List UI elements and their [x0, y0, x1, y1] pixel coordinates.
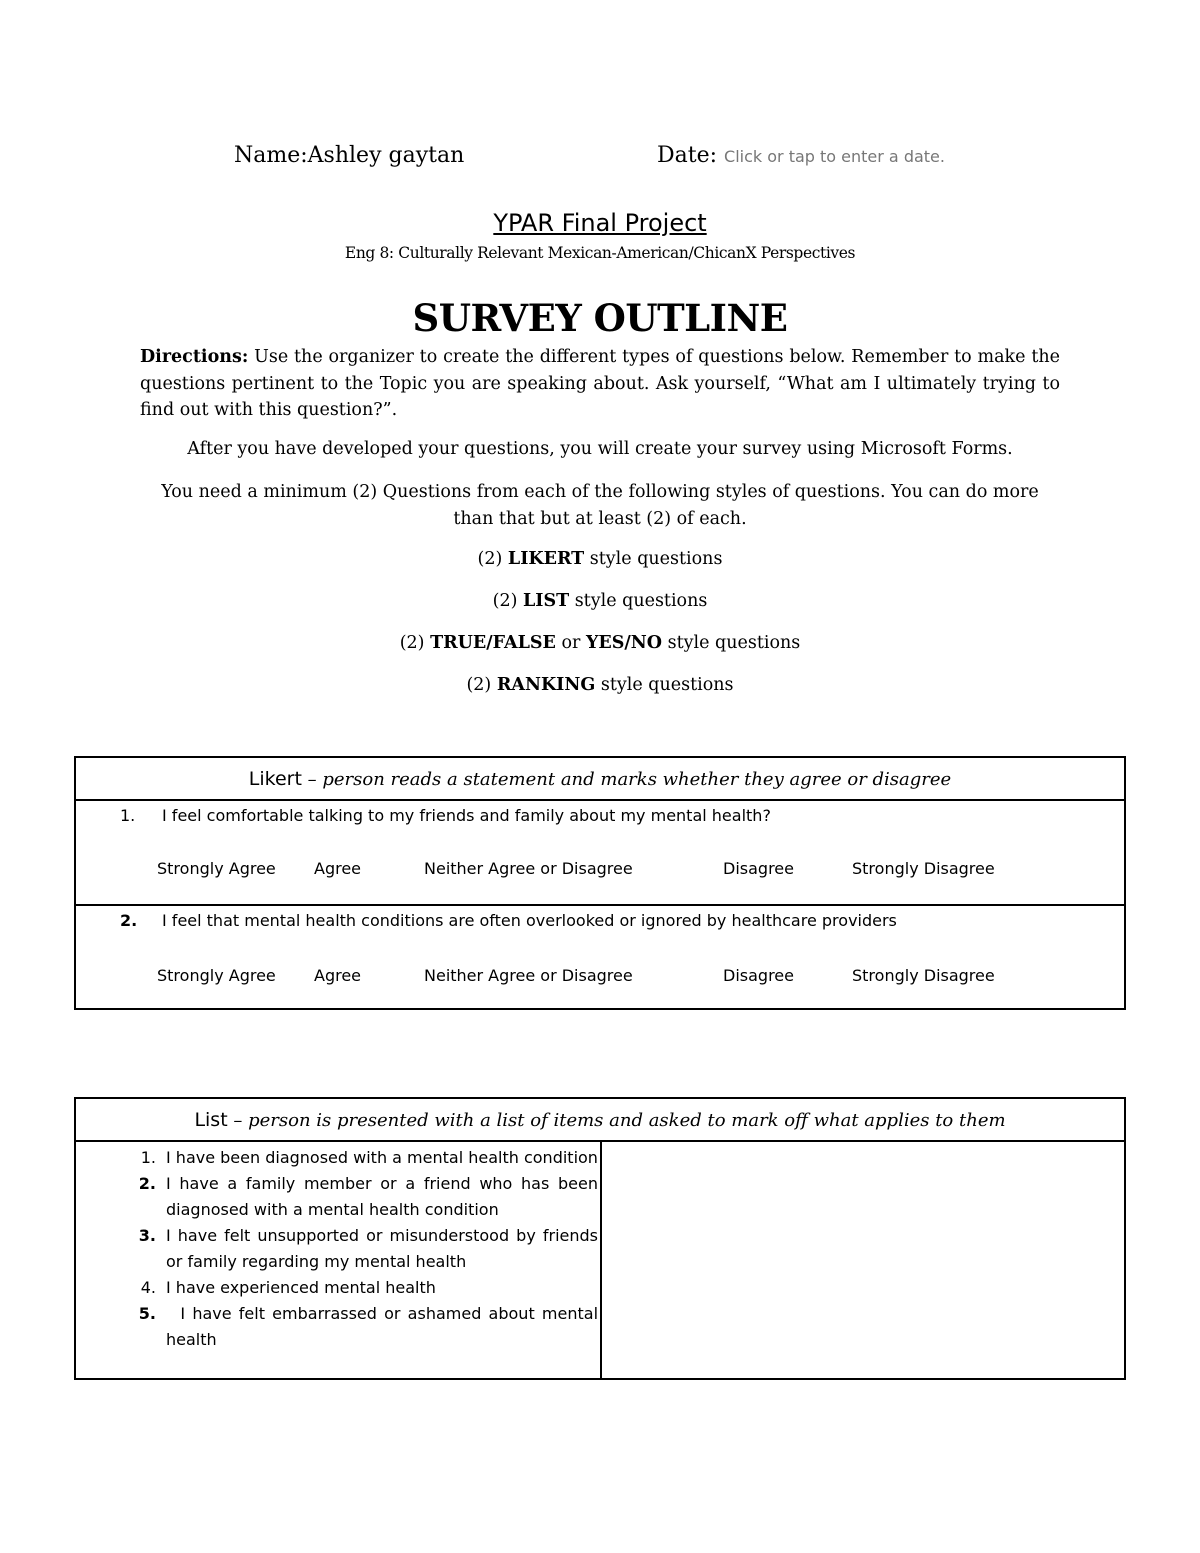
- style-likert: (2) LIKERT style questions: [477, 549, 723, 569]
- list-items: [76, 1142, 604, 1353]
- likert-q1-text: I feel comfortable talking to my friends and family about my mental health?: [162, 806, 771, 825]
- style-ranking: (2) RANKING style questions: [466, 675, 734, 695]
- likert-q1-number: 1.: [120, 806, 136, 825]
- likert-heading: Likert: [248, 767, 302, 790]
- style-list: (2) LIST style questions: [492, 591, 708, 611]
- list-heading: List: [194, 1108, 228, 1131]
- likert-header: [75, 757, 1125, 800]
- name-field: [234, 143, 464, 168]
- name-value: Ashley gaytan: [307, 143, 465, 168]
- directions-paragraph: [140, 344, 1060, 424]
- list-item: 3. I have felt unsupported or misunderstood by friends or family regarding my mental health: [138, 1226, 598, 1271]
- course-subtitle: Eng 8: Culturally Relevant Mexican-American/ChicanX Perspectives: [344, 244, 856, 262]
- list-table: [74, 1097, 1126, 1380]
- option-strongly-agree[interactable]: Strongly Agree: [157, 859, 276, 878]
- survey-title: SURVEY OUTLINE: [412, 296, 788, 340]
- likert-question-1-cell: [75, 800, 1125, 905]
- list-items-cell: [75, 1141, 604, 1379]
- project-title: YPAR Final Project: [493, 209, 707, 237]
- likert-question-2-cell: [75, 905, 1125, 1009]
- option-agree[interactable]: Agree: [314, 966, 362, 985]
- likert-description: – person reads a statement and marks whether they agree or disagree: [301, 768, 952, 790]
- option-strongly-agree[interactable]: Strongly Agree: [157, 966, 276, 985]
- list-item: 4. I have experienced mental health: [140, 1278, 436, 1297]
- directions-label: Directions:: [140, 347, 249, 367]
- option-strongly-disagree[interactable]: Strongly Disagree: [852, 966, 995, 985]
- likert-table: [74, 756, 1126, 1010]
- minimum-paragraph: You need a minimum (2) Questions from each of the following styles of questions. You can do more than that but at least (2) of each.: [161, 482, 1039, 529]
- option-neither[interactable]: Neither Agree or Disagree: [424, 966, 633, 985]
- option-neither[interactable]: Neither Agree or Disagree: [424, 859, 633, 878]
- list-item: 5. I have felt embarrassed or ashamed about mental health: [138, 1304, 604, 1349]
- style-true-false: (2) TRUE/FALSE or YES/NO style questions: [399, 633, 801, 653]
- likert-q2-number: 2.: [120, 911, 138, 930]
- list-item: 1. I have been diagnosed with a mental health condition: [140, 1148, 598, 1167]
- option-disagree[interactable]: Disagree: [723, 859, 794, 878]
- directions-text: Use the organizer to create the different types of questions below. Remember to make the questions pertinent to the Topic you are speaking about. Ask yourself, “What am I ultimately trying to find out with this question?”.: [140, 347, 1060, 420]
- date-field: [657, 143, 945, 168]
- list-header: [75, 1098, 1125, 1141]
- likert-q2-text: I feel that mental health conditions are often overlooked or ignored by healthcare providers: [162, 911, 897, 930]
- list-answer-cell[interactable]: [601, 1141, 1125, 1379]
- option-agree[interactable]: Agree: [314, 859, 362, 878]
- list-item: 2. I have a family member or a friend who has been diagnosed with a mental health condition: [138, 1174, 598, 1219]
- date-label: Date:: [657, 143, 718, 168]
- name-label: Name:: [234, 143, 308, 168]
- option-strongly-disagree[interactable]: Strongly Disagree: [852, 859, 995, 878]
- date-picker[interactable]: Click or tap to enter a date.: [724, 147, 945, 166]
- list-description: – person is presented with a list of items and asked to mark off what applies to them: [227, 1109, 1006, 1131]
- after-paragraph: After you have developed your questions, you will create your survey using Microsoft Forms.: [187, 439, 1013, 459]
- option-disagree[interactable]: Disagree: [723, 966, 794, 985]
